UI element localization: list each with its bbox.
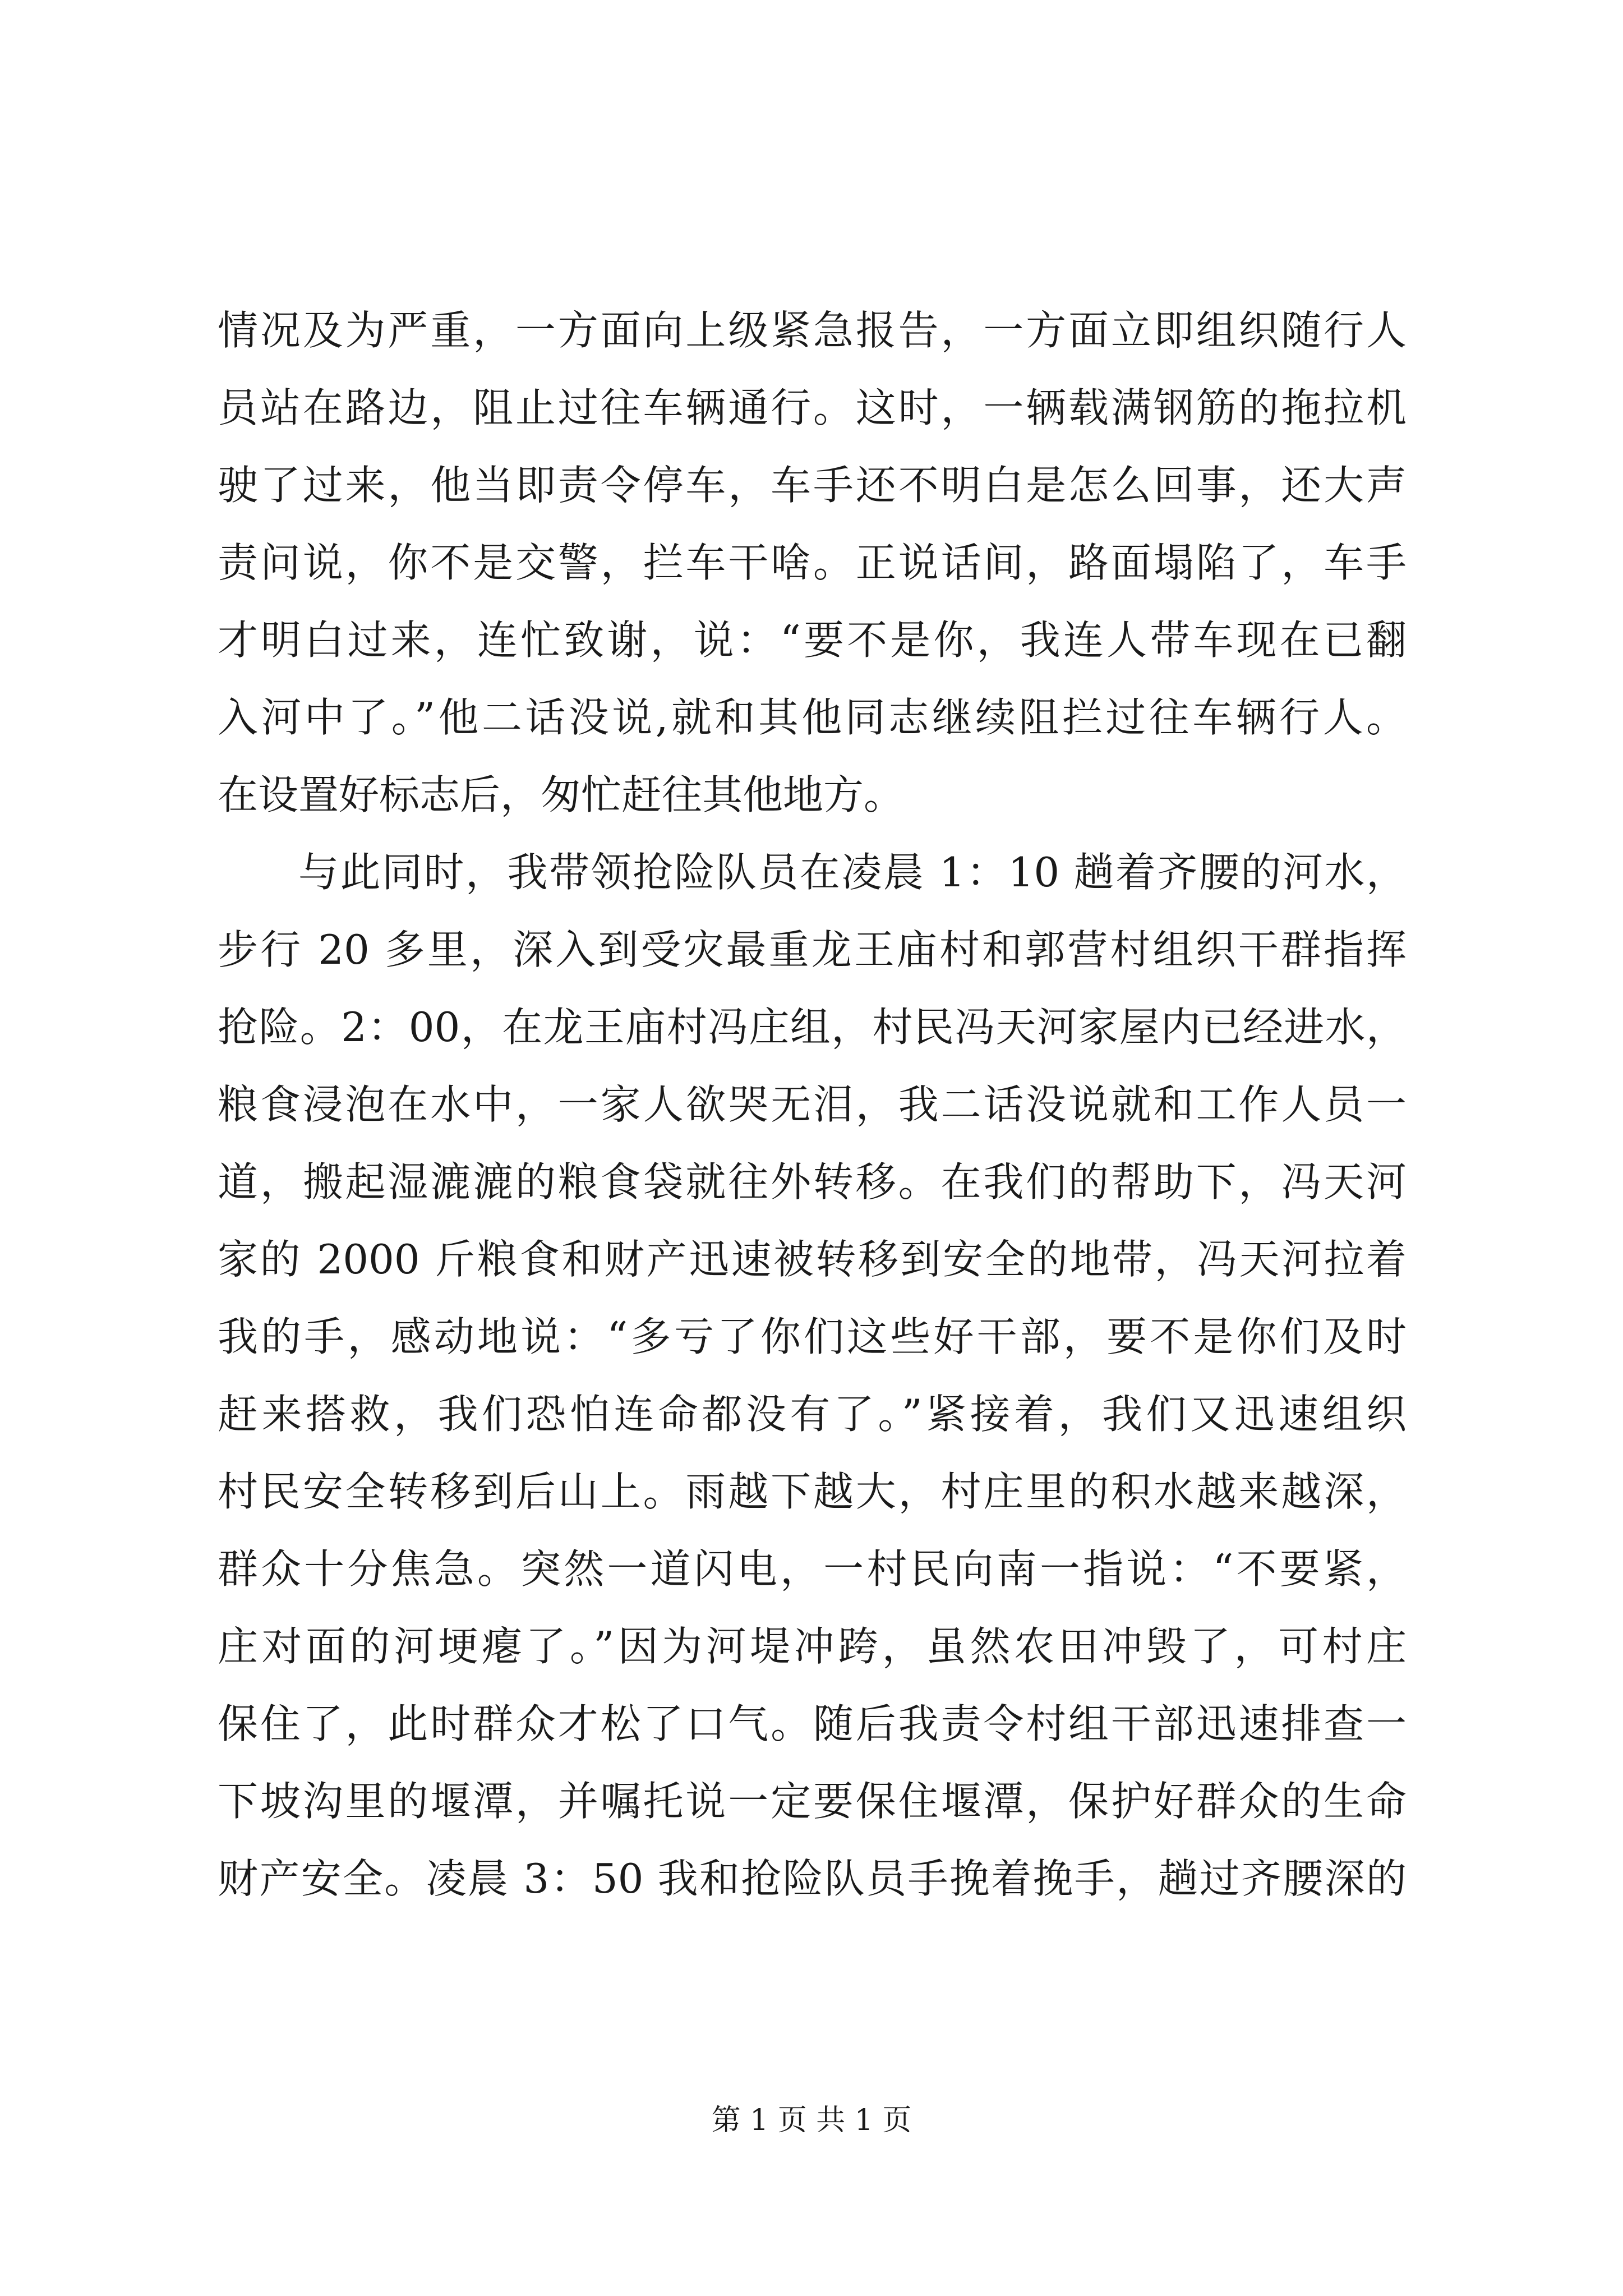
text-line: 赶来搭救，我们恐怕连命都没有了。”紧接着，我们又迅速组织 xyxy=(218,1391,1407,1438)
text-line: 员站在路边，阻止过往车辆通行。这时，一辆载满钢筋的拖拉机 xyxy=(218,384,1407,431)
page-footer: 第 1 页 共 1 页 xyxy=(711,2104,912,2137)
text-line: 群众十分焦急。突然一道闪电，一村民向南一指说：“不要紧， xyxy=(218,1545,1407,1593)
text-line: 保住了，此时群众才松了口气。随后我责令村组干部迅速排查一 xyxy=(218,1700,1407,1747)
body-text xyxy=(218,292,1407,1917)
text-line: 抢险。2：00，在龙王庙村冯庄组，村民冯天河家屋内已经进水， xyxy=(218,1004,1407,1051)
text-line: 责问说，你不是交警，拦车干啥。正说话间，路面塌陷了，车手 xyxy=(218,539,1407,586)
text-line: 下坡沟里的堰潭，并嘱托说一定要保住堰潭，保护好群众的生命 xyxy=(218,1778,1407,1825)
text-line: 步行 20 多里，深入到受灾最重龙王庙村和郭营村组织干群指挥 xyxy=(218,926,1407,973)
text-line: 道，搬起湿漉漉的粮食袋就往外转移。在我们的帮助下，冯天河 xyxy=(218,1158,1407,1205)
text-line: 家的 2000 斤粮食和财产迅速被转移到安全的地带，冯天河拉着 xyxy=(218,1236,1407,1283)
text-line: 粮食浸泡在水中，一家人欲哭无泪，我二话没说就和工作人员一 xyxy=(218,1081,1407,1128)
text-line: 在设置好标志后，匆忙赶往其他地方。 xyxy=(218,771,905,818)
text-line: 财产安全。凌晨 3：50 我和抢险队员手挽着挽手，趟过齐腰深的 xyxy=(218,1855,1407,1902)
text-line: 情况及为严重，一方面向上级紧急报告，一方面立即组织随行人 xyxy=(218,307,1407,354)
text-line: 庄对面的河埂瘪了。”因为河堤冲跨，虽然农田冲毁了，可村庄 xyxy=(218,1623,1407,1670)
text-line: 入河中了。”他二话没说,就和其他同志继续阻拦过往车辆行人。 xyxy=(218,694,1407,741)
text-line: 我的手，感动地说：“多亏了你们这些好干部，要不是你们及时 xyxy=(218,1313,1407,1360)
text-line: 才明白过来，连忙致谢，说：“要不是你，我连人带车现在已翻 xyxy=(218,616,1407,664)
text-line: 与此同时，我带领抢险队员在凌晨 1：10 趟着齐腰的河水， xyxy=(298,849,1407,896)
text-line: 驶了过来，他当即责令停车，车手还不明白是怎么回事，还大声 xyxy=(218,462,1407,509)
text-line: 村民安全转移到后山上。雨越下越大，村庄里的积水越来越深， xyxy=(218,1468,1407,1515)
